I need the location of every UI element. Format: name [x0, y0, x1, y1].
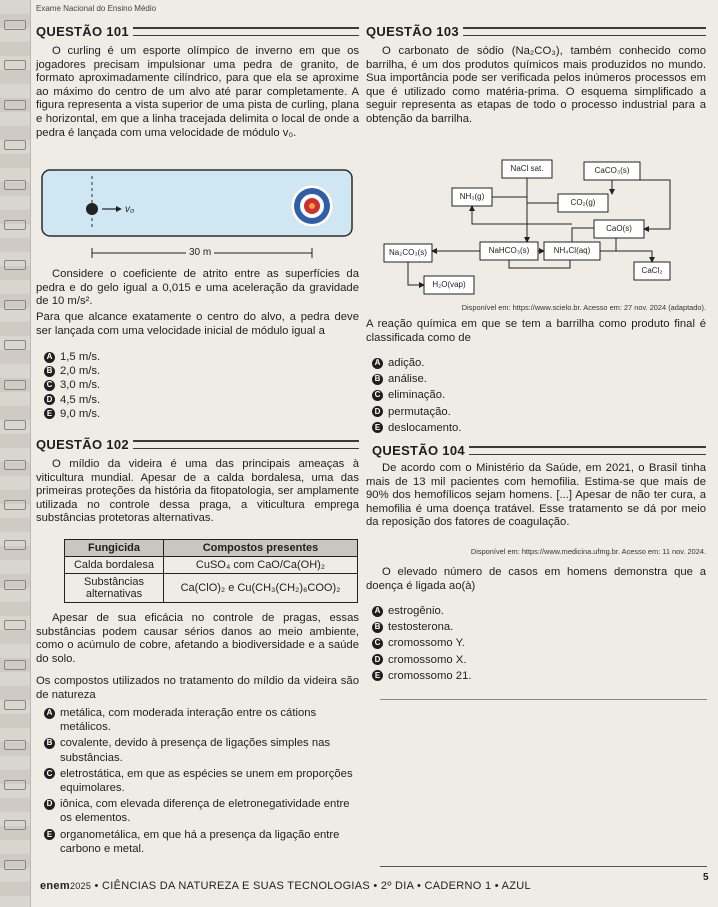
- q102-text2: Apesar de sua eficácia no controle de pragas, essas substâncias podem causar sérios danos ao meio ambiente, como o acúmulo de cobre, afetando a biodiversidade e a saúde do solo.: [36, 612, 359, 665]
- barrilha-process-diagram: [380, 158, 700, 298]
- q104-options: [372, 604, 672, 683]
- q102-option-c[interactable]: C eletrostática, em que as espécies se unem em proporções equimolares.: [44, 767, 364, 795]
- table-row: Substâncias alternativas Ca(ClO)₂ e Cu(CH₃(CH₂)₆COO)₂: [65, 574, 358, 603]
- q101-option-e[interactable]: E 9,0 m/s.: [44, 407, 344, 421]
- q102-question: Os compostos utilizados no tratamento do míldio da videira são de natureza: [36, 675, 359, 701]
- q101-text: O curling é um esporte olímpico de inverno em que os jogadores precisam impulsionar uma pedra de granito, de formato aproximadamente cilíndrico, para que ela se aproxime ao máximo do centro de um alvo até parar completamente. A figura representa a vista superior de uma pista de curling, plana e horizontal, em que a linha tracejada delimita o local de onde a pedra é lançada com uma velocidade de módulo v₀.: [36, 45, 359, 139]
- q104-source: Disponível em: https://www.medicina.ufmg.br. Acesso em: 11 nov. 2024.: [470, 547, 706, 556]
- q101-text2: Considere o coeficiente de atrito entre as superfícies da pedra e do gelo igual a 0,015 e uma aceleração da gravidade de 10 m/s².: [36, 268, 359, 308]
- q103-option-e[interactable]: E deslocamento.: [372, 421, 672, 435]
- table-header-fungicida: Fungicida: [65, 540, 164, 557]
- node-cacl2: CaCl₂: [641, 266, 663, 275]
- q101-options: [44, 350, 344, 421]
- q102-title-row: [36, 437, 359, 452]
- q104-option-d[interactable]: D cromossomo X.: [372, 653, 672, 667]
- node-nahco3: NaHCO₃(s): [488, 246, 530, 255]
- q103-title: QUESTÃO 103: [366, 24, 459, 39]
- q102-option-e[interactable]: E organometálica, em que há a presença da ligação entre carbono e metal.: [44, 828, 364, 856]
- q102-option-b[interactable]: B covalente, devido à presença de ligações simples nas substâncias.: [44, 736, 364, 764]
- q103-source: Disponível em: https://www.scielo.br. Acesso em: 27 nov. 2024 (adaptado).: [461, 303, 706, 312]
- q101-option-b[interactable]: B 2,0 m/s.: [44, 364, 344, 378]
- q101-title: QUESTÃO 101: [36, 24, 129, 39]
- curling-figure: [36, 166, 356, 266]
- velocity-label: v₀: [125, 204, 135, 215]
- node-cao: CaO(s): [606, 224, 632, 233]
- q103-question: A reação química em que se tem a barrilha como produto final é classificada como de: [366, 318, 706, 344]
- q102-options: [44, 706, 364, 856]
- target-center: [309, 203, 315, 209]
- node-caco3: CaCO₃(s): [594, 166, 630, 175]
- node-nh4cl: NH₄Cl(aq): [553, 246, 591, 255]
- q104-title: QUESTÃO 104: [372, 443, 465, 458]
- fungicide-table: [64, 539, 358, 603]
- footer-brand: enem: [40, 880, 70, 892]
- q101-option-d[interactable]: D 4,5 m/s.: [44, 393, 344, 407]
- q104-option-e[interactable]: E cromossomo 21.: [372, 669, 672, 683]
- table-header-compostos: Compostos presentes: [164, 540, 358, 557]
- node-h2o: H₂O(vap): [432, 280, 466, 289]
- q101-option-a[interactable]: A 1,5 m/s.: [44, 350, 344, 364]
- q104-option-c[interactable]: C cromossomo Y.: [372, 636, 672, 650]
- q104-text: De acordo com o Ministério da Saúde, em 2021, o Brasil tinha mais de 13 mil pacientes com hemofilia. Estima-se que mais de 90% dos hemofílicos sejam homens. [...] Apesar de não ter cura, a hemofilia é uma doença tratável. Esse tratamento se dá por meio da reposição dos fatores de coagulação.: [366, 462, 706, 529]
- footer: [40, 880, 531, 892]
- curling-stone: [86, 203, 98, 215]
- q104-title-row: [372, 443, 706, 458]
- node-co2: CO₂(g): [570, 198, 596, 207]
- q103-title-row: [366, 24, 706, 39]
- q103-text: O carbonato de sódio (Na₂CO₃), também conhecido como barrilha, é um dos produtos químicos mais produzidos no mundo. Sua importância pode ser verificada pelos inúmeros processos em que é utilizado como matéria-prima. O esquema simplificado a seguir representa as etapas de todo o processo industrial para a obtenção da barrilha.: [366, 45, 706, 125]
- q101-question: Para que alcance exatamente o centro do alvo, a pedra deve ser lançada com uma velocidade inicial de módulo igual a: [36, 311, 359, 337]
- node-na2co3: Na₂CO₃(s): [389, 248, 427, 257]
- q102-title: QUESTÃO 102: [36, 437, 129, 452]
- q103-option-b[interactable]: B análise.: [372, 372, 672, 386]
- q102-option-d[interactable]: D iônica, com elevada diferença de eletronegatividade entre os elementos.: [44, 797, 364, 825]
- q103-option-a[interactable]: A adição.: [372, 356, 672, 370]
- bottom-divider: [380, 866, 707, 867]
- table-row: Calda bordalesa CuSO₄ com CaO/Ca(OH)₂: [65, 557, 358, 574]
- exam-header: Exame Nacional do Ensino Médio: [36, 4, 157, 13]
- q104-option-a[interactable]: A estrogênio.: [372, 604, 672, 618]
- page-edge-decoration: [0, 0, 31, 907]
- q101-title-row: [36, 24, 359, 39]
- q103-option-c[interactable]: C eliminação.: [372, 388, 672, 402]
- q103-options: [372, 356, 672, 435]
- distance-label: 30 m: [186, 247, 214, 258]
- q101-option-c[interactable]: C 3,0 m/s.: [44, 378, 344, 392]
- node-nacl: NaCl sat.: [510, 164, 544, 173]
- q102-text: O míldio da videira é uma das principais ameaças à viticultura mundial. Apesar de a calda bordalesa, uma das primeiras proteções da história da fitopatologia, ser amplamente utilizada no controle dessa praga, a viticultura emprega substâncias protetoras alternativas.: [36, 458, 359, 525]
- q104-option-b[interactable]: B testosterona.: [372, 620, 672, 634]
- column-divider: [380, 699, 707, 700]
- q102-option-a[interactable]: A metálica, com moderada interação entre os cátions metálicos.: [44, 706, 364, 734]
- q104-question: O elevado número de casos em homens demonstra que a doença é ligada ao(à): [366, 566, 706, 592]
- node-nh3: NH₃(g): [459, 192, 485, 201]
- footer-year: 2025: [69, 881, 92, 891]
- page-number: 5: [703, 872, 709, 883]
- footer-text: • CIÊNCIAS DA NATUREZA E SUAS TECNOLOGIAS • 2º DIA • CADERNO 1 • AZUL: [94, 880, 531, 892]
- q103-option-d[interactable]: D permutação.: [372, 405, 672, 419]
